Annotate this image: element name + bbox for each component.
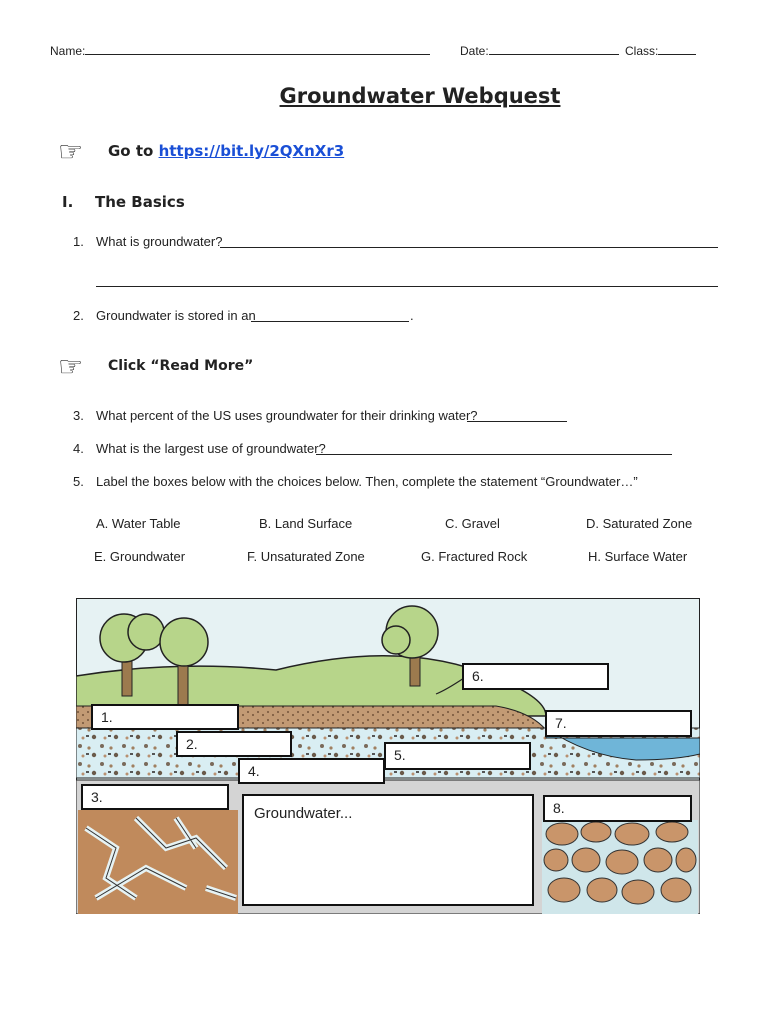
q3-answer-line[interactable] [467, 421, 567, 422]
class-blank[interactable] [658, 42, 696, 55]
q3-number: 3. [73, 408, 84, 423]
q1-text: What is groundwater? [96, 234, 223, 249]
label-box-3[interactable]: 3. [81, 784, 229, 810]
name-label: Name: [50, 44, 86, 58]
q5-text: Label the boxes below with the choices below. Then, complete the statement “Groundwater…” [96, 474, 638, 489]
class-label: Class: [625, 44, 659, 58]
webquest-link[interactable]: https://bit.ly/2QXnXr3 [158, 142, 345, 160]
choice-d: D. Saturated Zone [586, 516, 693, 531]
label-box-7[interactable]: 7. [545, 710, 692, 737]
q2-number: 2. [73, 308, 84, 323]
label-box-6[interactable]: 6. [462, 663, 609, 690]
choice-h: H. Surface Water [588, 549, 688, 564]
label-box-5[interactable]: 5. [384, 742, 531, 770]
date-field[interactable] [460, 42, 619, 58]
q2-period: . [410, 308, 414, 323]
name-field[interactable] [50, 42, 430, 58]
fractured-rock [78, 810, 238, 914]
pointing-hand-icon: ☞ [58, 351, 84, 382]
q2-text: Groundwater is stored in an [96, 308, 256, 323]
choice-g: G. Fractured Rock [421, 549, 528, 564]
label-box-8[interactable]: 8. [543, 795, 692, 822]
q4-text: What is the largest use of groundwater? [96, 441, 326, 456]
q1-number: 1. [73, 234, 84, 249]
go-to-prefix: Go to [108, 142, 154, 160]
name-blank[interactable] [85, 42, 430, 55]
class-field[interactable] [625, 42, 696, 58]
q4-answer-line[interactable] [316, 454, 672, 455]
date-label: Date: [460, 44, 489, 58]
label-box-1[interactable]: 1. [91, 704, 239, 730]
section-heading: The Basics [95, 193, 185, 211]
choice-b: B. Land Surface [259, 516, 353, 531]
cobble-rock [542, 820, 698, 914]
choice-c: C. Gravel [445, 516, 500, 531]
q5-number: 5. [73, 474, 84, 489]
q4-number: 4. [73, 441, 84, 456]
pointing-hand-icon: ☞ [58, 136, 84, 167]
go-to-line [108, 142, 344, 160]
q3-text: What percent of the US uses groundwater for their drinking water? [96, 408, 478, 423]
groundwater-statement-box[interactable]: Groundwater... [242, 794, 534, 906]
q1-answer-line-2[interactable] [96, 286, 718, 287]
date-blank[interactable] [489, 42, 619, 55]
choice-f: F. Unsaturated Zone [247, 549, 365, 564]
choice-e: E. Groundwater [94, 549, 186, 564]
label-box-4[interactable]: 4. [238, 758, 385, 784]
q1-answer-line-1[interactable] [220, 247, 718, 248]
label-box-2[interactable]: 2. [176, 731, 292, 757]
page-title: Groundwater Webquest [279, 84, 561, 108]
choice-a: A. Water Table [96, 516, 181, 531]
section-numeral: I. [62, 193, 74, 211]
q2-answer-line[interactable] [251, 321, 409, 322]
click-read-more: Click “Read More” [108, 358, 254, 374]
